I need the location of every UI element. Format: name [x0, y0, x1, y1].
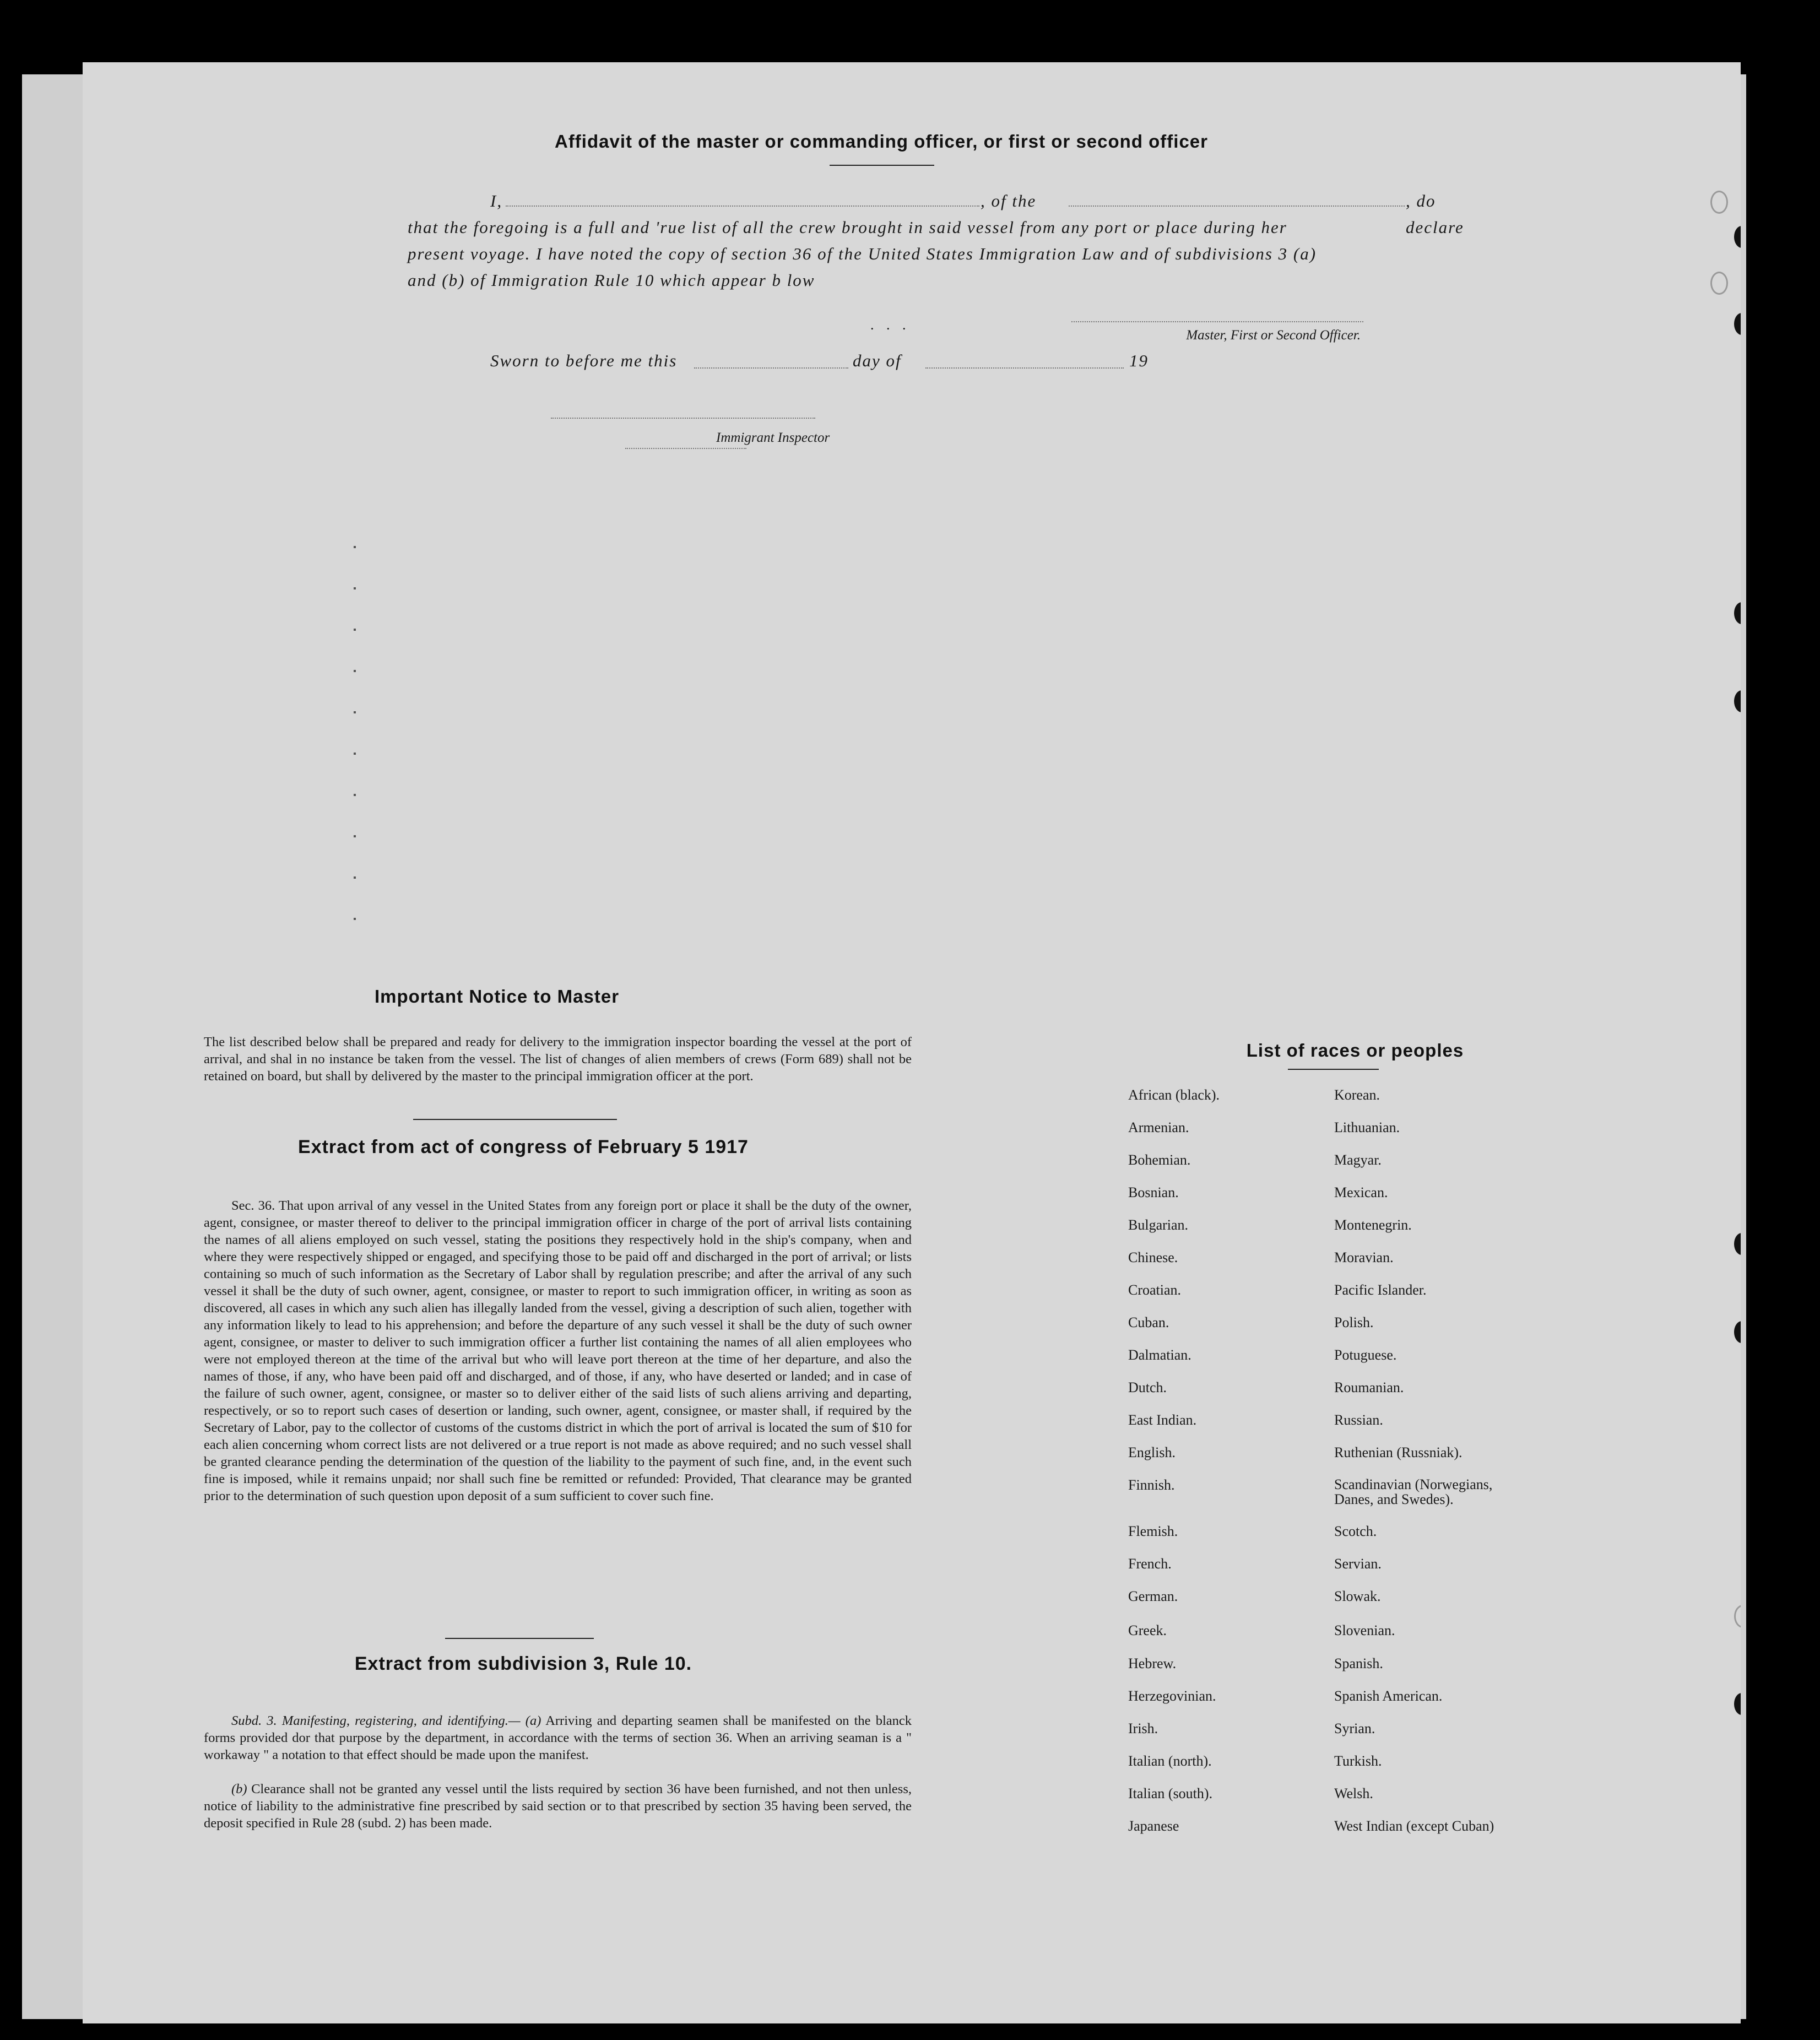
row-dot: [354, 753, 356, 755]
vessel-field[interactable]: [1069, 205, 1405, 207]
race-right-item: Slovenian.: [1334, 1622, 1395, 1638]
race-left-item: Chinese.: [1128, 1249, 1178, 1265]
row-dot: [354, 876, 356, 879]
race-right-item: Ruthenian (Russniak).: [1334, 1444, 1462, 1460]
rule-para-a-lead: Subd. 3. Manifesting, registering, and identifying.— (a): [231, 1713, 541, 1728]
rule-para-b: [204, 1781, 912, 1832]
sworn-line: [408, 348, 1179, 374]
race-left-item: Croatian.: [1128, 1282, 1182, 1298]
affidavit-line-2: that the foregoing is a full and 'rue list of all the crew brought in said vessel from any port or place during her: [408, 218, 1287, 237]
punch-hole-icon: [1710, 191, 1728, 214]
race-right-item: Korean.: [1334, 1087, 1380, 1103]
extract-act-title: Extract from act of congress of February 5 1917: [298, 1137, 749, 1157]
notice-title: Important Notice to Master: [375, 986, 620, 1007]
affidavit-title: Affidavit of the master or commanding officer, or first or second officer: [554, 131, 1208, 151]
extract-act-text: Sec. 36. That upon arrival of any vessel in the United States from any foreign port or place it shall be the duty of the owner, agent, consignee, or master thereof to deliver to the principal immigration officer in charge of the port of arrival lists containing the names of all aliens employed on such vessel, stating the positions they respectively hold in the ship's company, when and where they were respectively shipped or engaged, and specifying those to be paid off and discharged in the port of arrival; or lists containing so much of such information as the Secretary of Labor shall by regulation prescribe; and after the arrival of any such vessel it shall be the duty of such owner, agent, consignee, or master to report to such immigration officer, in writing as soon as discovered, all cases in which any such alien has illegally landed from the vessel, giving a description of such alien, together with any information likely to lead to his apprehension; and before the departure of any such vessel it shall be the duty of such owner agent, consignee, or master to deliver to such immigration officer a further list containing the names of all alien employees who were not employed thereon at the time of the arrival but who will leave port thereon at the time of her departure, and also the names of those, if any, who have been paid off and discharged, and of those, if any, who have deserted or landed; and in case of the failure of such owner, agent, consignee, or master so to deliver either of the said lists of such aliens arriving and departing, respectively, or so to report such cases of desertion or landing, such owner, agent, consignee, or master shall, if required by the Secretary of Labor, pay to the collector of customs of the customs district in which the port of arrival is located the sum of $10 for each alien concerning whom correct lists are not delivered or a true report is not made as above required; and no such vessel shall be granted clearance pending the determination of the question of the liability to the payment of such fine, and, in the event such fine is imposed, while it remains unpaid; nor shall such fine be remitted or refunded: Provided, That clearance may be granted prior to the determination of such question upon deposit of a sum sufficient to cover such fine.: [204, 1198, 912, 1503]
rule-para-b-text: Clearance shall not be granted any vessel until the lists required by section 36 have been furnished, and not then unless, notice of liability to the administrative fine prescribed by said section or to that prescribed by section 35 having been served, the deposit specified in Rule 28 (subd. 2) has been made.: [204, 1782, 912, 1831]
row-dot: [354, 835, 356, 837]
signature-label: Master, First or Second Officer.: [1186, 328, 1361, 343]
inspector-name-field[interactable]: [625, 448, 746, 449]
i-text: I,: [490, 191, 503, 210]
signature-field[interactable]: [1071, 321, 1363, 322]
row-dot: [354, 670, 356, 672]
day-field[interactable]: [694, 367, 848, 369]
document-page: [83, 62, 1741, 2023]
race-left-item: Greek.: [1128, 1622, 1167, 1638]
race-right-item: Roumanian.: [1334, 1379, 1404, 1395]
race-left-item: Flemish.: [1128, 1523, 1178, 1539]
race-right-item: Turkish.: [1334, 1753, 1382, 1769]
race-right-item: Spanish American.: [1334, 1688, 1443, 1704]
race-left-item: French.: [1128, 1556, 1172, 1572]
punch-hole-icon: [1734, 690, 1741, 712]
race-right-item: Mexican.: [1334, 1184, 1388, 1200]
punch-hole-icon: [1734, 1693, 1741, 1715]
rule-para-a: [204, 1712, 912, 1763]
inspector-label: Immigrant Inspector: [716, 430, 830, 445]
punch-hole-icon: [1734, 313, 1741, 335]
race-left-item: Bosnian.: [1128, 1184, 1179, 1200]
race-left-item: Hebrew.: [1128, 1655, 1177, 1671]
race-left-item: Herzegovinian.: [1128, 1688, 1216, 1704]
race-right-item: Montenegrin.: [1334, 1217, 1412, 1233]
race-left-item: Bulgarian.: [1128, 1217, 1189, 1233]
inspector-signature-field[interactable]: [551, 418, 815, 419]
notice-divider: [413, 1119, 617, 1120]
punch-hole-icon: [1734, 1605, 1741, 1628]
race-left-item: Irish.: [1128, 1720, 1158, 1736]
race-left-item: Armenian.: [1128, 1119, 1189, 1135]
name-field[interactable]: [506, 205, 979, 207]
day-of-text: day of: [853, 351, 902, 370]
year-text: 19: [1129, 351, 1149, 370]
rule-para-a-text: Arriving and departing seamen shall be manifested on the blanck forms provided dor that purpose by the department, in accordance with the terms of section 36. When an arriving seaman is a " workaway " a notation to that effect should be made upon the manifest.: [204, 1713, 912, 1762]
race-right-item: Polish.: [1334, 1314, 1374, 1330]
race-right-item: Potuguese.: [1334, 1347, 1397, 1363]
race-left-item: Dalmatian.: [1128, 1347, 1191, 1363]
race-left-item: German.: [1128, 1588, 1178, 1604]
affidavit-line-3: present voyage. I have noted the copy of section 36 of the United States Immigration Law and of subdivisions 3 (a): [408, 244, 1317, 263]
race-left-item: Japanese: [1128, 1818, 1179, 1834]
race-left-item: African (black).: [1128, 1087, 1220, 1103]
races-title: List of races or peoples: [1246, 1040, 1464, 1060]
race-left-item: Cuban.: [1128, 1314, 1169, 1330]
punch-hole-icon: [1734, 226, 1741, 248]
row-dot: [354, 711, 356, 713]
sworn-text: Sworn to before me this: [490, 351, 678, 370]
races-underline: [1288, 1069, 1379, 1070]
race-right-item: Welsh.: [1334, 1785, 1373, 1801]
race-right-item: Moravian.: [1334, 1249, 1394, 1265]
race-right-item: Slowak.: [1334, 1588, 1381, 1604]
race-right-item: Pacific Islander.: [1334, 1282, 1427, 1298]
act-divider: [445, 1638, 594, 1639]
race-right-item: West Indian (except Cuban): [1334, 1818, 1494, 1834]
affidavit-line-4: and (b) of Immigration Rule 10 which appear b low: [408, 270, 815, 290]
row-dot: [354, 546, 356, 548]
row-dot: [354, 794, 356, 796]
extract-rule-title: Extract from subdivision 3, Rule 10.: [354, 1653, 692, 1674]
month-field[interactable]: [925, 367, 1124, 369]
race-right-item: Servian.: [1334, 1556, 1382, 1572]
race-right-item: Scotch.: [1334, 1523, 1377, 1539]
punch-hole-icon: [1734, 1233, 1741, 1255]
punch-hole-icon: [1734, 602, 1741, 624]
title-underline: [830, 165, 934, 166]
punch-hole-icon: [1734, 1321, 1741, 1343]
row-dot: [354, 587, 356, 589]
race-right-item: Spanish.: [1334, 1655, 1383, 1671]
of-the-text: , of the: [981, 191, 1037, 210]
race-left-item: Dutch.: [1128, 1379, 1167, 1395]
row-dot: [354, 629, 356, 631]
race-left-item: Italian (south).: [1128, 1785, 1213, 1801]
rule-para-b-lead: (b): [231, 1782, 247, 1797]
row-dot: [354, 918, 356, 920]
punch-hole-icon: [1710, 272, 1728, 295]
race-left-item: English.: [1128, 1444, 1176, 1460]
race-right-item: Lithuanian.: [1334, 1119, 1400, 1135]
race-left-item: Finnish.: [1128, 1477, 1175, 1493]
race-left-item: Italian (north).: [1128, 1753, 1212, 1769]
do-declare-text: , do declare: [1406, 191, 1464, 237]
race-left-item: Bohemian.: [1128, 1152, 1191, 1168]
race-right-item: Syrian.: [1334, 1720, 1375, 1736]
race-right-item: Scandinavian (Norwegians, Danes, and Swedes).: [1334, 1476, 1493, 1507]
race-right-item: Magyar.: [1334, 1152, 1382, 1168]
ellipsis-mark: . . .: [870, 317, 911, 333]
notice-text: The list described below shall be prepared and ready for delivery to the immigration inspector boarding the vessel at the port of arrival, and shal in no instance be taken from the vessel. The list of changes of alien members of crews (Form 689) shall not be retained on board, but shall by delivered by the master to the principal immigration officer at the port.: [204, 1035, 912, 1084]
race-right-item: Russian.: [1334, 1412, 1383, 1428]
race-left-item: East Indian.: [1128, 1412, 1197, 1428]
